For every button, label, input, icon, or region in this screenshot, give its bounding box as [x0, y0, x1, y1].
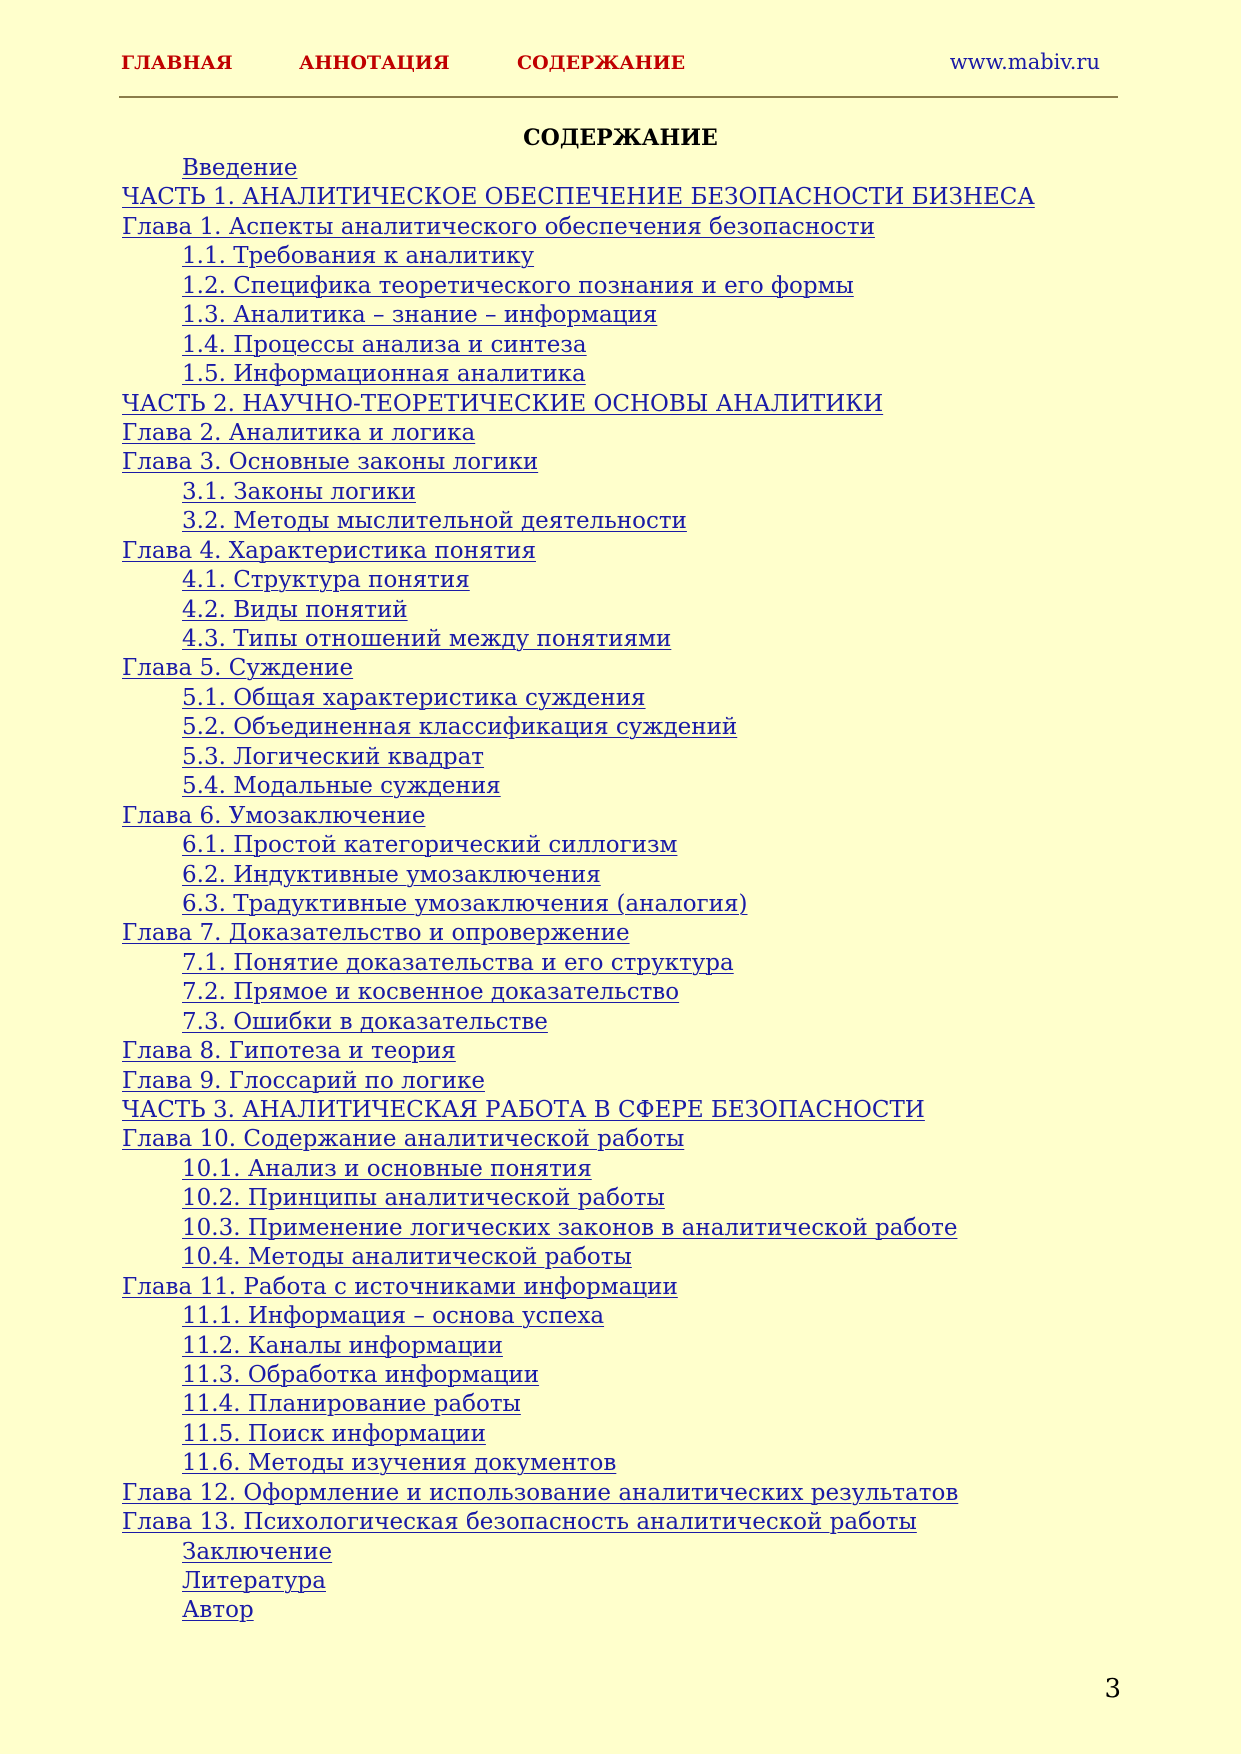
nav-link-contents[interactable]: СОДЕРЖАНИЕ [517, 52, 686, 74]
toc-link[interactable]: 1.4. Процессы анализа и синтеза [182, 331, 587, 358]
toc-item [122, 1508, 1035, 1537]
toc-item [122, 831, 1035, 860]
toc-item [122, 890, 1035, 919]
toc-link[interactable]: Глава 7. Доказательство и опровержение [122, 920, 630, 947]
toc-item [122, 1302, 1035, 1331]
toc-link[interactable]: Глава 1. Аспекты аналитического обеспечения безопасности [122, 213, 875, 240]
toc-item [122, 1332, 1035, 1361]
toc-item [122, 743, 1035, 772]
toc-item [122, 566, 1035, 595]
toc-link[interactable]: 5.1. Общая характеристика суждения [182, 684, 646, 711]
toc-link[interactable]: ЧАСТЬ 3. АНАЛИТИЧЕСКАЯ РАБОТА В СФЕРЕ БЕЗОПАСНОСТИ [122, 1097, 925, 1123]
toc-item [122, 1096, 1035, 1125]
toc-link[interactable]: 5.2. Объединенная классификация суждений [182, 714, 738, 741]
toc-item [122, 154, 1035, 183]
toc-item [122, 861, 1035, 890]
toc-item [122, 419, 1035, 448]
toc-link[interactable]: ЧАСТЬ 1. АНАЛИТИЧЕСКОЕ ОБЕСПЕЧЕНИЕ БЕЗОПАСНОСТИ БИЗНЕСА [122, 184, 1035, 211]
toc-item [122, 1390, 1035, 1419]
toc-item [122, 949, 1035, 978]
toc-link[interactable]: Введение [182, 155, 298, 181]
table-of-contents [122, 154, 1035, 1626]
toc-item [122, 1567, 1035, 1596]
toc-link[interactable]: 5.3. Логический квадрат [182, 743, 485, 770]
toc-item [122, 537, 1035, 566]
toc-item [122, 654, 1035, 683]
toc-item [122, 1361, 1035, 1390]
toc-link[interactable]: 6.2. Индуктивные умозаключения [182, 861, 601, 888]
toc-item [122, 213, 1035, 242]
toc-link[interactable]: 10.1. Анализ и основные понятия [182, 1155, 592, 1182]
toc-link[interactable]: 1.1. Требования к аналитику [182, 243, 535, 270]
toc-item [122, 183, 1035, 212]
toc-link[interactable]: 3.1. Законы логики [182, 478, 416, 505]
toc-link[interactable]: Глава 5. Суждение [122, 655, 354, 682]
toc-link[interactable]: Глава 4. Характеристика понятия [122, 537, 536, 564]
toc-item [122, 596, 1035, 625]
toc-item [122, 390, 1035, 419]
toc-link[interactable]: 1.2. Специфика теоретического познания и его формы [182, 272, 854, 299]
toc-item [122, 978, 1035, 1007]
toc-item [122, 802, 1035, 831]
toc-link[interactable]: Глава 11. Работа с источниками информации [122, 1273, 678, 1300]
toc-item [122, 1184, 1035, 1213]
toc-item [122, 1479, 1035, 1508]
toc-item [122, 919, 1035, 948]
header-divider [119, 96, 1118, 98]
site-url: www.mabiv.ru [949, 50, 1100, 74]
toc-link[interactable]: Автор [182, 1597, 254, 1624]
toc-item [122, 331, 1035, 360]
toc-item [122, 1214, 1035, 1243]
toc-link[interactable]: 1.3. Аналитика – знание – информация [182, 302, 658, 329]
toc-item [122, 1596, 1035, 1625]
toc-item [122, 772, 1035, 801]
toc-link[interactable]: 10.2. Принципы аналитической работы [182, 1185, 665, 1212]
toc-item [122, 1538, 1035, 1567]
toc-item [122, 448, 1035, 477]
toc-item [122, 1125, 1035, 1154]
toc-link[interactable]: 4.3. Типы отношений между понятиями [182, 626, 672, 652]
toc-link[interactable]: 4.2. Виды понятий [182, 596, 408, 623]
toc-item [122, 272, 1035, 301]
top-navigation [121, 46, 1100, 86]
toc-link[interactable]: 10.4. Методы аналитической работы [182, 1244, 632, 1271]
toc-item [122, 242, 1035, 271]
toc-item [122, 1243, 1035, 1272]
toc-link[interactable]: 10.3. Применение логических законов в аналитической работе [182, 1214, 958, 1241]
toc-item [122, 625, 1035, 654]
toc-item [122, 713, 1035, 742]
toc-item [122, 1008, 1035, 1037]
toc-link[interactable]: 11.4. Планирование работы [182, 1391, 521, 1418]
page-number: 3 [1104, 1674, 1121, 1704]
toc-link[interactable]: 1.5. Информационная аналитика [182, 361, 586, 388]
toc-item [122, 301, 1035, 330]
toc-item [122, 507, 1035, 536]
toc-link[interactable]: Литература [182, 1568, 326, 1594]
nav-link-home[interactable]: ГЛАВНАЯ [121, 52, 233, 74]
toc-link[interactable]: ЧАСТЬ 2. НАУЧНО-ТЕОРЕТИЧЕСКИЕ ОСНОВЫ АНАЛИТИКИ [122, 390, 884, 417]
toc-link[interactable]: Глава 13. Психологическая безопасность аналитической работы [122, 1509, 917, 1536]
toc-item [122, 1155, 1035, 1184]
toc-item [122, 1273, 1035, 1302]
toc-link[interactable]: 11.1. Информация – основа успеха [182, 1303, 605, 1330]
toc-link[interactable]: Заключение [182, 1538, 333, 1565]
toc-link[interactable]: 3.2. Методы мыслительной деятельности [182, 508, 687, 535]
toc-link[interactable]: Глава 6. Умозаключение [122, 802, 426, 829]
toc-link[interactable]: Глава 9. Глоссарий по логике [122, 1067, 485, 1094]
toc-link[interactable]: 7.2. Прямое и косвенное доказательство [182, 979, 680, 1006]
toc-item [122, 360, 1035, 389]
toc-link[interactable]: Глава 2. Аналитика и логика [122, 419, 476, 446]
toc-link[interactable]: Глава 3. Основные законы логики [122, 449, 539, 476]
toc-link[interactable]: 6.3. Традуктивные умозаключения (аналогия) [182, 890, 748, 917]
toc-item [122, 1067, 1035, 1096]
nav-link-annotation[interactable]: АННОТАЦИЯ [299, 52, 450, 74]
toc-link[interactable]: 7.3. Ошибки в доказательстве [182, 1008, 548, 1035]
toc-item [122, 684, 1035, 713]
toc-item [122, 1420, 1035, 1449]
toc-link[interactable]: 7.1. Понятие доказательства и его структура [182, 949, 734, 976]
toc-item [122, 1449, 1035, 1478]
toc-link[interactable]: 6.1. Простой категорический силлогизм [182, 832, 678, 859]
toc-item [122, 478, 1035, 507]
toc-link[interactable]: Глава 8. Гипотеза и теория [122, 1038, 456, 1065]
page-title: СОДЕРЖАНИЕ [523, 125, 718, 151]
toc-link[interactable]: 5.4. Модальные суждения [182, 773, 501, 800]
toc-link[interactable]: Глава 12. Оформление и использование аналитических результатов [122, 1479, 959, 1506]
toc-link[interactable]: Глава 10. Содержание аналитической работы [122, 1126, 685, 1153]
toc-item [122, 1037, 1035, 1066]
toc-link[interactable]: 11.6. Методы изучения документов [182, 1450, 617, 1477]
toc-link[interactable]: 4.1. Структура понятия [182, 567, 470, 594]
toc-link[interactable]: 11.3. Обработка информации [182, 1361, 540, 1388]
toc-link[interactable]: 11.2. Каналы информации [182, 1332, 503, 1359]
toc-link[interactable]: 11.5. Поиск информации [182, 1420, 486, 1447]
